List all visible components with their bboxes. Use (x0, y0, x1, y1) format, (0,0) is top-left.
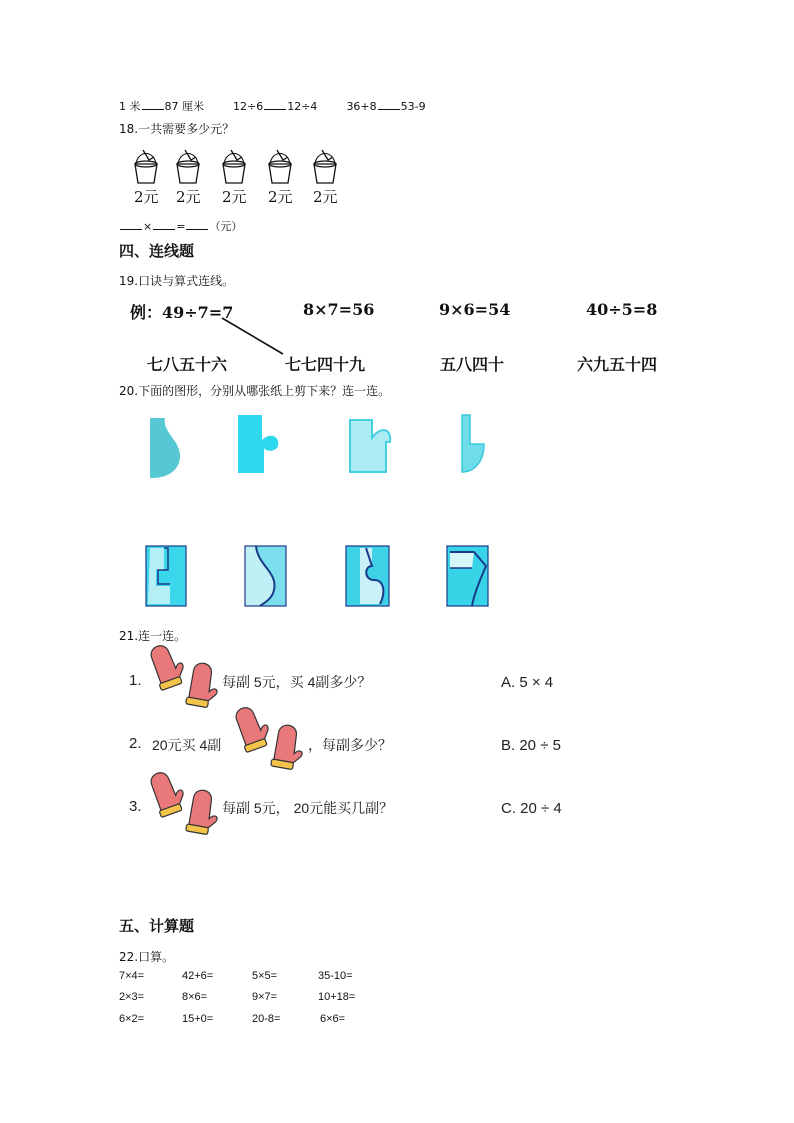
rhyme[interactable]: 七七四十九 (285, 355, 366, 374)
calc-item: 10+18= (318, 991, 356, 1003)
item-number: 3. (129, 798, 142, 815)
times-sign: × (143, 220, 153, 233)
question-20-title: 20.下面的图形，分别从哪张纸上剪下来？连一连。 (119, 384, 391, 398)
calc-item: 6×2= (119, 1013, 145, 1025)
calc-item: 15+0= (182, 1013, 214, 1025)
problem-text[interactable]: 每副 5元， 20元能买几副？ (222, 800, 394, 816)
price-label: 2元 (176, 188, 201, 206)
compare-a-left: 1 米 (119, 100, 141, 113)
calc-item: 42+6= (182, 970, 214, 982)
problem-text-a[interactable]: 20元买 4副 (152, 737, 222, 753)
option-a[interactable]: A. 5 × 4 (501, 674, 554, 691)
equation-example: 例：49÷7=7 (130, 303, 234, 322)
item-number: 1. (129, 672, 142, 689)
price-label: 2元 (222, 188, 247, 206)
section-5-title: 五、计算题 (119, 917, 195, 935)
calc-item: 20-8= (252, 1013, 281, 1025)
question-22-title: 22.口算。 (119, 950, 175, 964)
section-4-title: 四、连线题 (119, 242, 195, 260)
price-label: 2元 (313, 188, 338, 206)
compare-b-left: 12÷6 (233, 100, 264, 113)
mitten-icon (186, 788, 222, 835)
item-number: 2. (129, 735, 142, 752)
equation: 9×6=54 (439, 300, 511, 319)
mitten-icon (271, 723, 307, 770)
problem-text-b[interactable]: ，每副多少？ (308, 737, 392, 753)
calc-item: 35-10= (318, 970, 353, 982)
option-c[interactable]: C. 20 ÷ 4 (501, 800, 562, 817)
calc-item: 8×6= (182, 991, 208, 1003)
calc-item: 5×5= (252, 970, 278, 982)
problem-text[interactable]: 每副 5元，买 4副多少？ (222, 674, 372, 690)
mitten-icon (186, 661, 222, 708)
mitten-icon (147, 767, 189, 817)
compare-c-left: 36+8 (346, 100, 377, 113)
rhyme[interactable]: 七八五十六 (147, 355, 228, 374)
equation: 40÷5=8 (586, 300, 658, 319)
compare-b-right: 12÷4 (287, 100, 318, 113)
mitten-icon (232, 702, 274, 752)
price-label: 2元 (268, 188, 293, 206)
option-b[interactable]: B. 20 ÷ 5 (501, 737, 561, 754)
price-label: 2元 (134, 188, 159, 206)
mitten-icon (147, 640, 189, 690)
rhyme[interactable]: 六九五十四 (577, 355, 658, 374)
calc-item: 9×7= (252, 991, 278, 1003)
calc-item: 6×6= (320, 1013, 346, 1025)
equals-sign: = (176, 220, 186, 233)
calc-item: 2×3= (119, 991, 145, 1003)
rhyme[interactable]: 五八四十 (440, 355, 505, 374)
question-21-title: 21.连一连。 (119, 629, 187, 643)
question-18-title: 18.一共需要多少元？ (119, 122, 235, 136)
compare-a-right: 87 厘米 (164, 100, 204, 113)
calc-item: 7×4= (119, 970, 145, 982)
equation: 8×7=56 (303, 300, 375, 319)
question-19-title: 19.口诀与算式连线。 (119, 274, 235, 288)
unit-label: （元） (209, 220, 243, 233)
compare-c-right: 53-9 (400, 100, 426, 113)
